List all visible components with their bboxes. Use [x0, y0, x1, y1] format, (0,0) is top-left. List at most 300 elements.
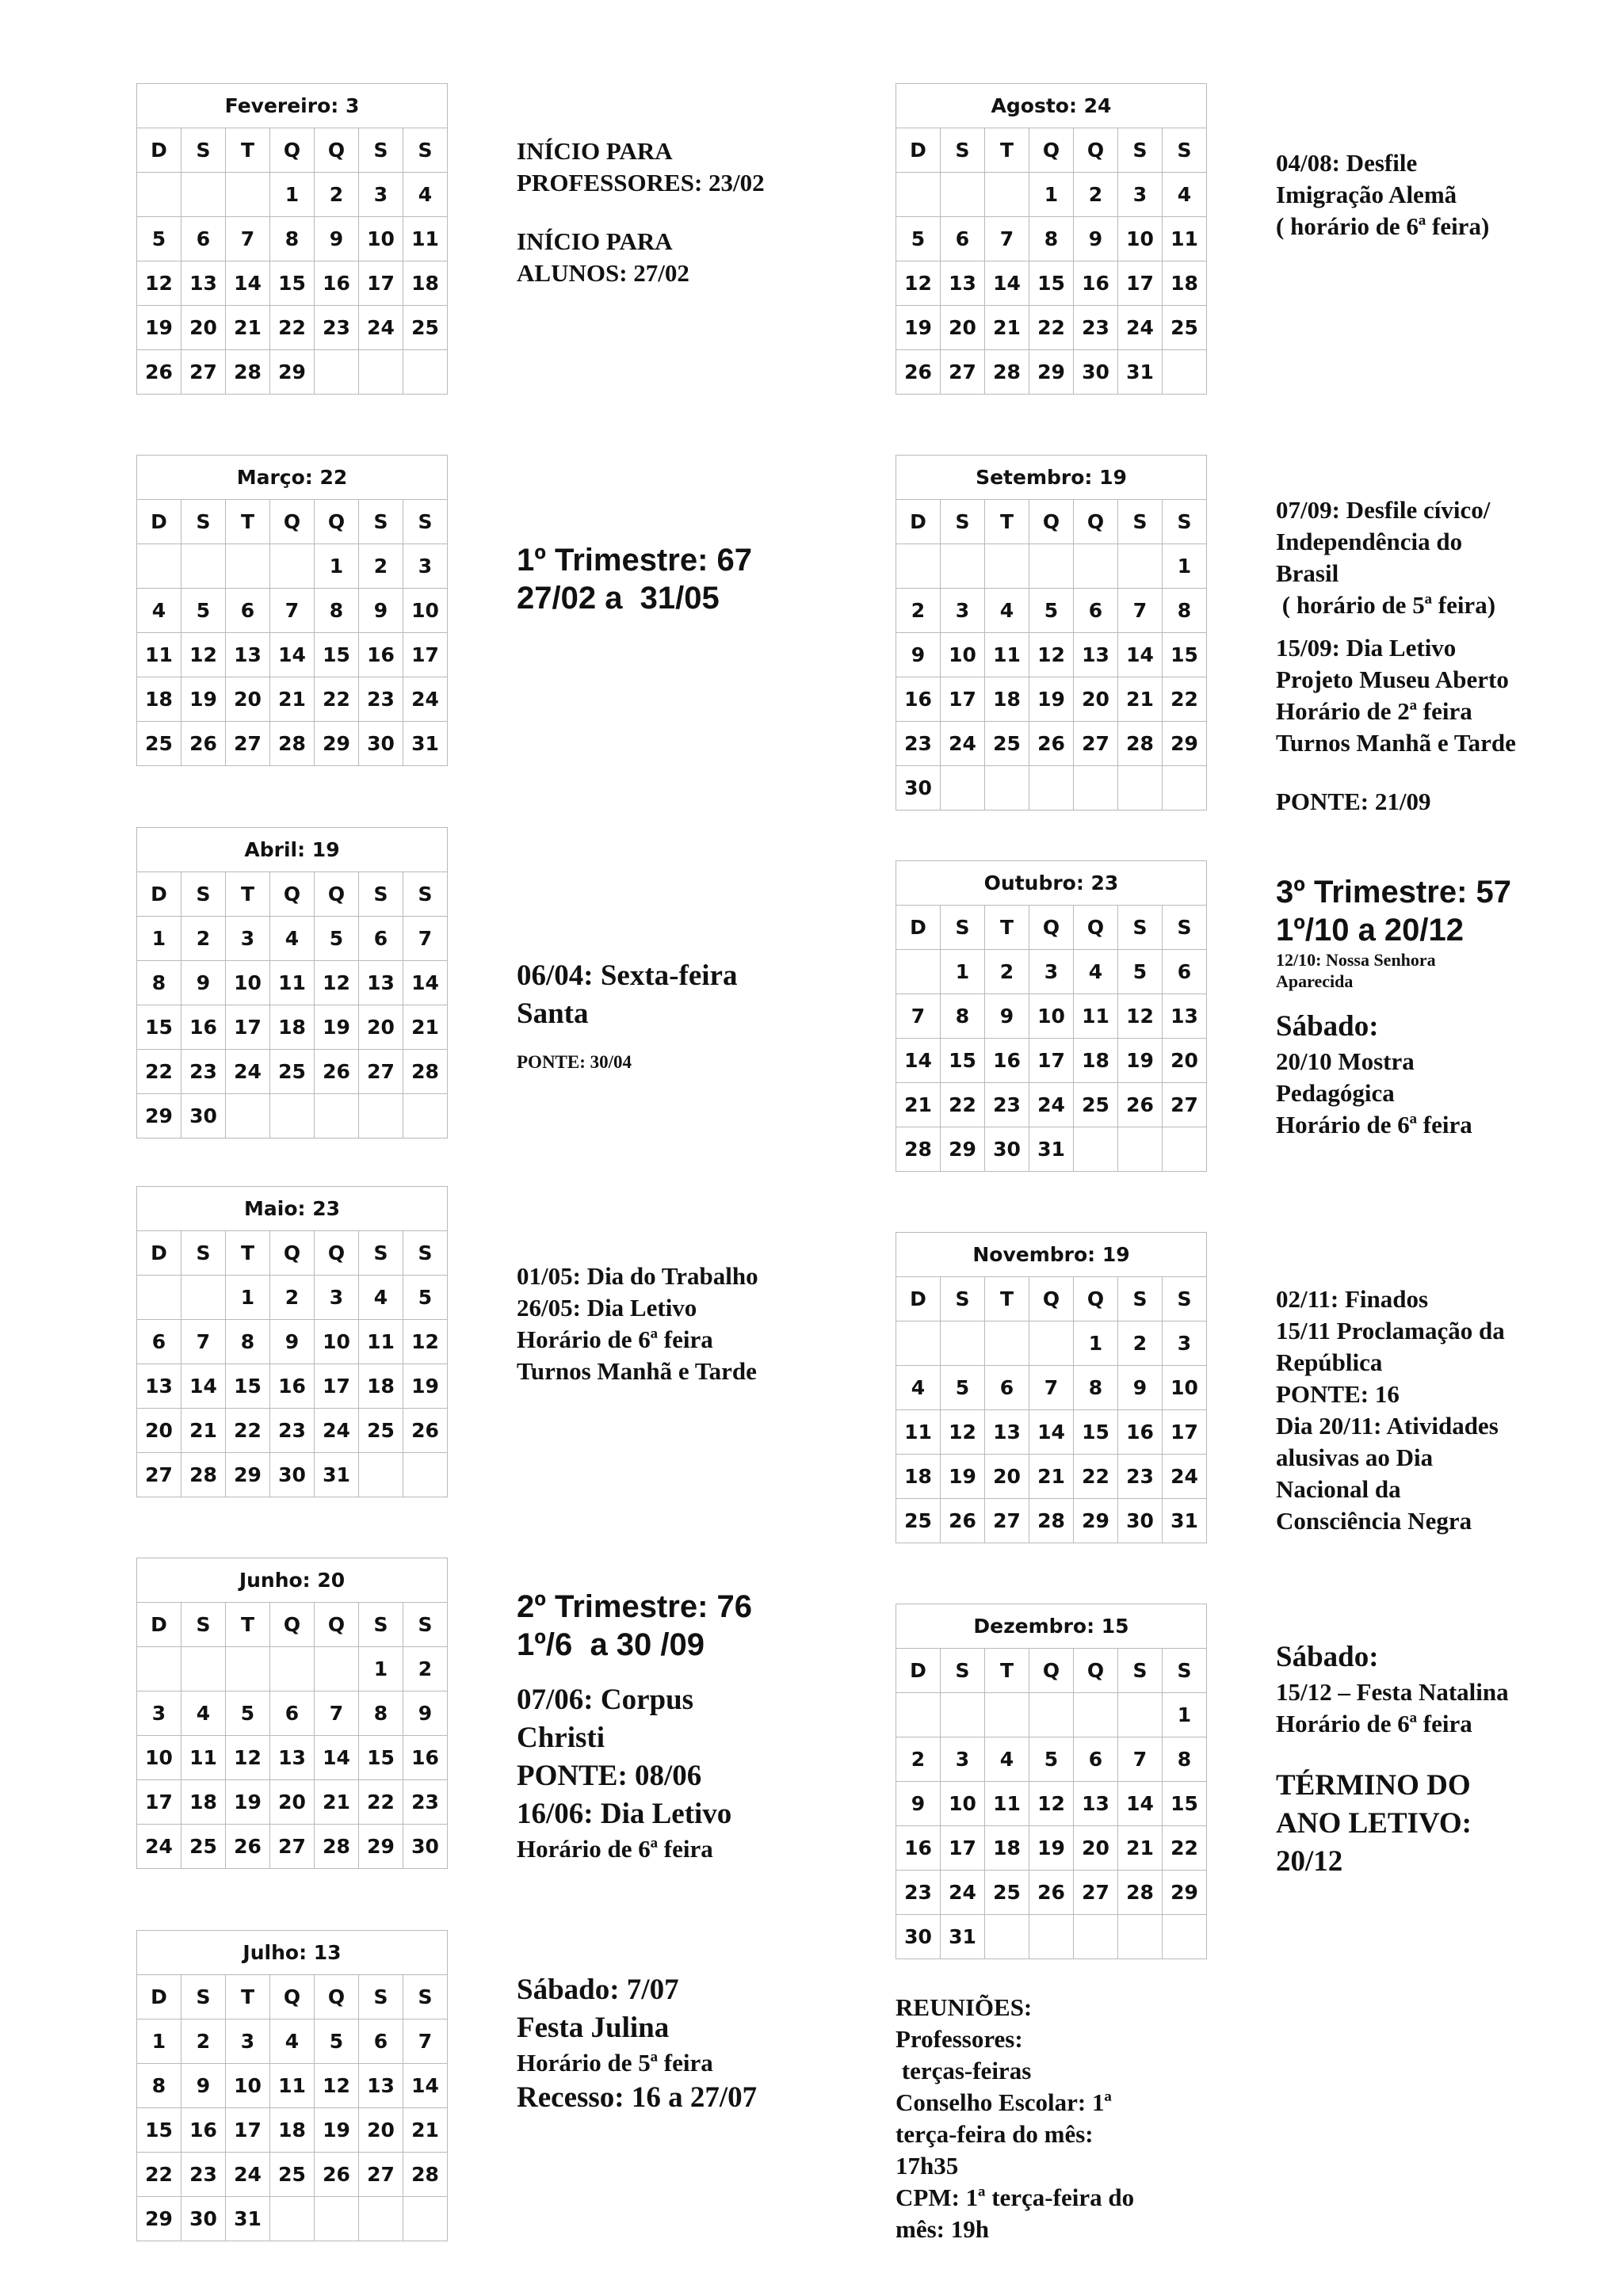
day-cell: 27: [941, 350, 985, 395]
month-title: Outubro: 23: [896, 861, 1207, 906]
day-cell: 16: [403, 1736, 448, 1780]
day-cell: 27: [1074, 722, 1118, 766]
day-cell: [985, 1322, 1029, 1366]
week-row: [896, 350, 1207, 395]
day-cell: 13: [1074, 1782, 1118, 1826]
day-cell: 15: [1163, 633, 1207, 677]
weekday-label: S: [181, 872, 226, 917]
day-cell: 9: [896, 633, 941, 677]
day-cell: 4: [896, 1366, 941, 1410]
day-cell: [137, 173, 181, 217]
day-cell: 8: [1029, 217, 1074, 261]
weekday-label: D: [137, 1603, 181, 1647]
month-title: Maio: 23: [137, 1187, 448, 1231]
day-cell: 21: [1118, 1826, 1163, 1871]
day-cell: 2: [1118, 1322, 1163, 1366]
weekday-label: D: [137, 128, 181, 173]
weekday-label: S: [359, 1231, 403, 1276]
weekday-label: Q: [1029, 500, 1074, 544]
day-cell: 1: [270, 173, 315, 217]
day-cell: 22: [359, 1780, 403, 1825]
day-cell: 22: [137, 2153, 181, 2197]
day-cell: [896, 173, 941, 217]
weekday-label: D: [137, 1231, 181, 1276]
day-cell: 31: [941, 1915, 985, 1959]
day-cell: 9: [403, 1691, 448, 1736]
day-cell: 15: [1163, 1782, 1207, 1826]
day-cell: 28: [403, 1050, 448, 1094]
weekday-label: T: [226, 500, 270, 544]
day-cell: 10: [315, 1320, 359, 1364]
day-cell: 13: [985, 1410, 1029, 1455]
day-cell: 19: [315, 2108, 359, 2153]
note-reunioes: REUNIÕES: Professores: terças-feiras Conselho Escolar: 1ª terça-feira do mês: 17h35 CPM: 1ª terça-feira do mês: 19h: [896, 1993, 1135, 2243]
day-cell: 17: [226, 2108, 270, 2153]
day-cell: 28: [226, 350, 270, 395]
day-cell: 25: [1074, 1083, 1118, 1127]
day-cell: 27: [359, 1050, 403, 1094]
weekday-label: Q: [1029, 1277, 1074, 1322]
week-row: [137, 1825, 448, 1869]
weekday-label: S: [403, 1975, 448, 2019]
day-cell: 20: [181, 306, 226, 350]
weekday-label: S: [181, 1975, 226, 2019]
day-cell: 7: [226, 217, 270, 261]
day-cell: 3: [315, 1276, 359, 1320]
day-cell: 16: [315, 261, 359, 306]
day-cell: 7: [403, 917, 448, 961]
day-cell: 20: [226, 677, 270, 722]
day-cell: 8: [1163, 1737, 1207, 1782]
day-cell: 14: [226, 261, 270, 306]
day-cell: [941, 1322, 985, 1366]
day-cell: 30: [896, 1915, 941, 1959]
day-cell: 9: [270, 1320, 315, 1364]
weekday-label: S: [359, 128, 403, 173]
day-cell: 17: [403, 633, 448, 677]
weekday-label: Q: [270, 128, 315, 173]
weekday-label: Q: [1074, 1277, 1118, 1322]
day-cell: 1: [941, 950, 985, 994]
day-cell: 1: [1163, 544, 1207, 589]
day-cell: 22: [1029, 306, 1074, 350]
day-cell: 28: [985, 350, 1029, 395]
day-cell: 3: [359, 173, 403, 217]
day-cell: [1029, 544, 1074, 589]
day-cell: 15: [941, 1039, 985, 1083]
day-cell: 21: [403, 2108, 448, 2153]
week-row: [137, 2153, 448, 2197]
day-cell: 20: [941, 306, 985, 350]
day-cell: [315, 350, 359, 395]
weekday-label: Q: [315, 1231, 359, 1276]
day-cell: 16: [1074, 261, 1118, 306]
week-row: [137, 589, 448, 633]
week-row: [896, 544, 1207, 589]
day-cell: [896, 950, 941, 994]
day-cell: 28: [315, 1825, 359, 1869]
week-row: [137, 677, 448, 722]
day-cell: 17: [1163, 1410, 1207, 1455]
day-cell: 31: [315, 1453, 359, 1497]
day-cell: [1163, 1915, 1207, 1959]
day-cell: 8: [1074, 1366, 1118, 1410]
note-setembro: 07/09: Desfile cívico/ Independência do Brasil ( horário de 5ª feira) 15/09: Dia Letivo Projeto Museu Aberto Horário de 2ª feira Turnos Manhã e Tarde PONTE: 21/09: [1276, 496, 1516, 815]
day-cell: 6: [270, 1691, 315, 1736]
day-cell: 23: [359, 677, 403, 722]
weekday-label: Q: [1029, 1649, 1074, 1693]
day-cell: 11: [1074, 994, 1118, 1039]
day-cell: 16: [270, 1364, 315, 1409]
day-cell: 14: [181, 1364, 226, 1409]
day-cell: 29: [359, 1825, 403, 1869]
day-cell: 28: [1118, 1871, 1163, 1915]
day-cell: [137, 544, 181, 589]
day-cell: 6: [1074, 1737, 1118, 1782]
day-cell: 6: [1163, 950, 1207, 994]
day-cell: 28: [270, 722, 315, 766]
day-cell: 18: [270, 2108, 315, 2153]
day-cell: 21: [226, 306, 270, 350]
day-cell: [403, 1453, 448, 1497]
day-cell: 1: [1163, 1693, 1207, 1737]
month-title: Fevereiro: 3: [137, 84, 448, 128]
day-cell: 2: [315, 173, 359, 217]
weekday-header: [137, 500, 448, 544]
weekday-label: Q: [1074, 128, 1118, 173]
day-cell: 26: [896, 350, 941, 395]
day-cell: [315, 2197, 359, 2241]
day-cell: 31: [226, 2197, 270, 2241]
day-cell: 3: [226, 917, 270, 961]
week-row: [137, 217, 448, 261]
weekday-header: [896, 906, 1207, 950]
day-cell: 22: [1163, 1826, 1207, 1871]
day-cell: 11: [270, 2064, 315, 2108]
day-cell: 25: [403, 306, 448, 350]
day-cell: [1074, 1693, 1118, 1737]
day-cell: 27: [137, 1453, 181, 1497]
day-cell: 6: [226, 589, 270, 633]
week-row: [137, 350, 448, 395]
day-cell: [1074, 766, 1118, 810]
week-row: [896, 766, 1207, 810]
weekday-label: Q: [315, 872, 359, 917]
week-row: [896, 1693, 1207, 1737]
week-row: [896, 1083, 1207, 1127]
day-cell: 19: [1118, 1039, 1163, 1083]
day-cell: 18: [896, 1455, 941, 1499]
day-cell: 18: [270, 1005, 315, 1050]
weekday-header: [137, 1975, 448, 2019]
day-cell: 10: [359, 217, 403, 261]
day-cell: [1029, 766, 1074, 810]
day-cell: 7: [896, 994, 941, 1039]
note-abril: 06/04: Sexta-feira Santa PONTE: 30/04: [517, 959, 738, 1072]
day-cell: 28: [181, 1453, 226, 1497]
day-cell: 25: [985, 722, 1029, 766]
day-cell: [1118, 1127, 1163, 1172]
day-cell: 20: [1074, 677, 1118, 722]
day-cell: 21: [181, 1409, 226, 1453]
day-cell: 17: [941, 1826, 985, 1871]
day-cell: [270, 1647, 315, 1691]
day-cell: 30: [1074, 350, 1118, 395]
day-cell: 21: [403, 1005, 448, 1050]
week-row: [896, 217, 1207, 261]
day-cell: 4: [985, 589, 1029, 633]
month-title: Agosto: 24: [896, 84, 1207, 128]
day-cell: [1163, 1127, 1207, 1172]
day-cell: 29: [315, 722, 359, 766]
day-cell: 23: [403, 1780, 448, 1825]
day-cell: 29: [1074, 1499, 1118, 1543]
day-cell: 15: [137, 2108, 181, 2153]
day-cell: 20: [359, 2108, 403, 2153]
day-cell: 6: [941, 217, 985, 261]
weekday-label: S: [1118, 500, 1163, 544]
week-row: [896, 633, 1207, 677]
day-cell: 18: [985, 1826, 1029, 1871]
day-cell: 9: [1118, 1366, 1163, 1410]
day-cell: 21: [1118, 677, 1163, 722]
day-cell: 8: [137, 961, 181, 1005]
day-cell: 13: [270, 1736, 315, 1780]
day-cell: 22: [226, 1409, 270, 1453]
day-cell: 5: [1118, 950, 1163, 994]
note-dezembro: Sábado: 15/12 – Festa Natalina Horário de 6ª feira TÉRMINO DO ANO LETIVO: 20/12: [1276, 1641, 1509, 1878]
weekday-label: S: [1118, 1277, 1163, 1322]
day-cell: 16: [985, 1039, 1029, 1083]
day-cell: 10: [403, 589, 448, 633]
day-cell: 13: [941, 261, 985, 306]
week-row: [137, 1780, 448, 1825]
day-cell: 12: [1029, 1782, 1074, 1826]
day-cell: 3: [1163, 1322, 1207, 1366]
calendar-marco: [136, 455, 448, 766]
day-cell: 24: [226, 1050, 270, 1094]
day-cell: 15: [1074, 1410, 1118, 1455]
calendar-setembro: [896, 455, 1207, 810]
weekday-label: T: [226, 1603, 270, 1647]
weekday-label: S: [1118, 1649, 1163, 1693]
weekday-header: [137, 128, 448, 173]
note-julho: Sábado: 7/07 Festa Julina Horário de 5ª feira Recesso: 16 a 27/07: [517, 1974, 758, 2114]
day-cell: [1074, 1127, 1118, 1172]
month-title: Março: 22: [137, 456, 448, 500]
day-cell: 24: [359, 306, 403, 350]
weekday-label: S: [181, 1603, 226, 1647]
day-cell: 6: [137, 1320, 181, 1364]
week-row: [137, 1320, 448, 1364]
day-cell: 12: [315, 961, 359, 1005]
day-cell: 22: [941, 1083, 985, 1127]
day-cell: 24: [226, 2153, 270, 2197]
calendar-outubro: [896, 860, 1207, 1172]
day-cell: 1: [137, 917, 181, 961]
month-title: Junho: 20: [137, 1558, 448, 1603]
weekday-label: S: [181, 128, 226, 173]
day-cell: 9: [985, 994, 1029, 1039]
weekday-label: D: [896, 906, 941, 950]
day-cell: 18: [985, 677, 1029, 722]
week-row: [896, 1499, 1207, 1543]
day-cell: [985, 766, 1029, 810]
day-cell: 30: [896, 766, 941, 810]
day-cell: 17: [315, 1364, 359, 1409]
day-cell: 11: [1163, 217, 1207, 261]
weekday-label: S: [359, 500, 403, 544]
day-cell: 4: [1074, 950, 1118, 994]
weekday-label: S: [359, 1975, 403, 2019]
day-cell: [226, 544, 270, 589]
weekday-label: S: [403, 872, 448, 917]
weekday-label: S: [1163, 1649, 1207, 1693]
day-cell: [226, 1647, 270, 1691]
day-cell: 26: [315, 2153, 359, 2197]
day-cell: 10: [941, 1782, 985, 1826]
day-cell: 31: [1029, 1127, 1074, 1172]
day-cell: 4: [270, 917, 315, 961]
day-cell: 19: [1029, 677, 1074, 722]
day-cell: 31: [403, 722, 448, 766]
day-cell: 28: [1029, 1499, 1074, 1543]
day-cell: 25: [137, 722, 181, 766]
weekday-label: D: [137, 500, 181, 544]
day-cell: 20: [1074, 1826, 1118, 1871]
week-row: [137, 2064, 448, 2108]
day-cell: 25: [181, 1825, 226, 1869]
weekday-label: S: [1163, 500, 1207, 544]
day-cell: 5: [403, 1276, 448, 1320]
day-cell: 2: [403, 1647, 448, 1691]
day-cell: 8: [359, 1691, 403, 1736]
day-cell: [137, 1276, 181, 1320]
day-cell: [403, 350, 448, 395]
weekday-label: T: [226, 872, 270, 917]
weekday-label: S: [181, 500, 226, 544]
day-cell: 30: [181, 2197, 226, 2241]
day-cell: 17: [1118, 261, 1163, 306]
month-title: Julho: 13: [137, 1931, 448, 1975]
day-cell: 25: [270, 1050, 315, 1094]
day-cell: 8: [137, 2064, 181, 2108]
calendar-agosto: [896, 83, 1207, 395]
day-cell: 24: [1118, 306, 1163, 350]
day-cell: 2: [359, 544, 403, 589]
week-row: [137, 1364, 448, 1409]
day-cell: 13: [181, 261, 226, 306]
weekday-label: S: [1163, 906, 1207, 950]
day-cell: 24: [941, 722, 985, 766]
day-cell: 16: [1118, 1410, 1163, 1455]
week-row: [896, 1127, 1207, 1172]
day-cell: 30: [985, 1127, 1029, 1172]
day-cell: 10: [1163, 1366, 1207, 1410]
day-cell: 19: [403, 1364, 448, 1409]
day-cell: 11: [985, 633, 1029, 677]
day-cell: 8: [270, 217, 315, 261]
day-cell: 10: [941, 633, 985, 677]
day-cell: 22: [1074, 1455, 1118, 1499]
day-cell: [896, 544, 941, 589]
day-cell: 11: [896, 1410, 941, 1455]
week-row: [137, 261, 448, 306]
day-cell: [181, 173, 226, 217]
weekday-label: S: [941, 500, 985, 544]
month-title: Setembro: 19: [896, 456, 1207, 500]
day-cell: 4: [985, 1737, 1029, 1782]
day-cell: 13: [1163, 994, 1207, 1039]
day-cell: 21: [1029, 1455, 1074, 1499]
weekday-label: D: [896, 1277, 941, 1322]
day-cell: 16: [896, 677, 941, 722]
day-cell: 26: [315, 1050, 359, 1094]
day-cell: 7: [270, 589, 315, 633]
day-cell: 17: [941, 677, 985, 722]
day-cell: 15: [359, 1736, 403, 1780]
week-row: [137, 1050, 448, 1094]
day-cell: 12: [403, 1320, 448, 1364]
weekday-label: Q: [315, 1603, 359, 1647]
day-cell: 10: [226, 961, 270, 1005]
day-cell: [226, 1094, 270, 1138]
day-cell: 16: [181, 1005, 226, 1050]
weekday-label: D: [137, 872, 181, 917]
day-cell: 22: [270, 306, 315, 350]
day-cell: 8: [1163, 589, 1207, 633]
day-cell: 14: [896, 1039, 941, 1083]
day-cell: 26: [941, 1499, 985, 1543]
day-cell: 27: [270, 1825, 315, 1869]
week-row: [896, 677, 1207, 722]
weekday-label: Q: [270, 1231, 315, 1276]
day-cell: 9: [181, 961, 226, 1005]
calendar-junho: [136, 1558, 448, 1869]
day-cell: 29: [1163, 722, 1207, 766]
day-cell: 11: [403, 217, 448, 261]
day-cell: [270, 2197, 315, 2241]
weekday-header: [896, 128, 1207, 173]
day-cell: 23: [181, 1050, 226, 1094]
week-row: [896, 1039, 1207, 1083]
note-primeiro-trimestre: 1º Trimestre: 67 27/02 a 31/05: [517, 543, 752, 616]
weekday-label: S: [941, 1277, 985, 1322]
day-cell: 13: [226, 633, 270, 677]
day-cell: 25: [896, 1499, 941, 1543]
day-cell: 5: [226, 1691, 270, 1736]
day-cell: 11: [137, 633, 181, 677]
day-cell: 29: [226, 1453, 270, 1497]
day-cell: 14: [1118, 633, 1163, 677]
calendar-dezembro: [896, 1604, 1207, 1959]
day-cell: 9: [896, 1782, 941, 1826]
day-cell: 8: [226, 1320, 270, 1364]
day-cell: 2: [270, 1276, 315, 1320]
day-cell: 21: [315, 1780, 359, 1825]
weekday-label: Q: [1074, 1649, 1118, 1693]
day-cell: 7: [1118, 1737, 1163, 1782]
day-cell: 2: [896, 589, 941, 633]
week-row: [896, 173, 1207, 217]
day-cell: 4: [270, 2019, 315, 2064]
day-cell: 17: [137, 1780, 181, 1825]
day-cell: 12: [226, 1736, 270, 1780]
day-cell: 16: [896, 1826, 941, 1871]
day-cell: 7: [1029, 1366, 1074, 1410]
day-cell: [270, 544, 315, 589]
day-cell: 27: [985, 1499, 1029, 1543]
